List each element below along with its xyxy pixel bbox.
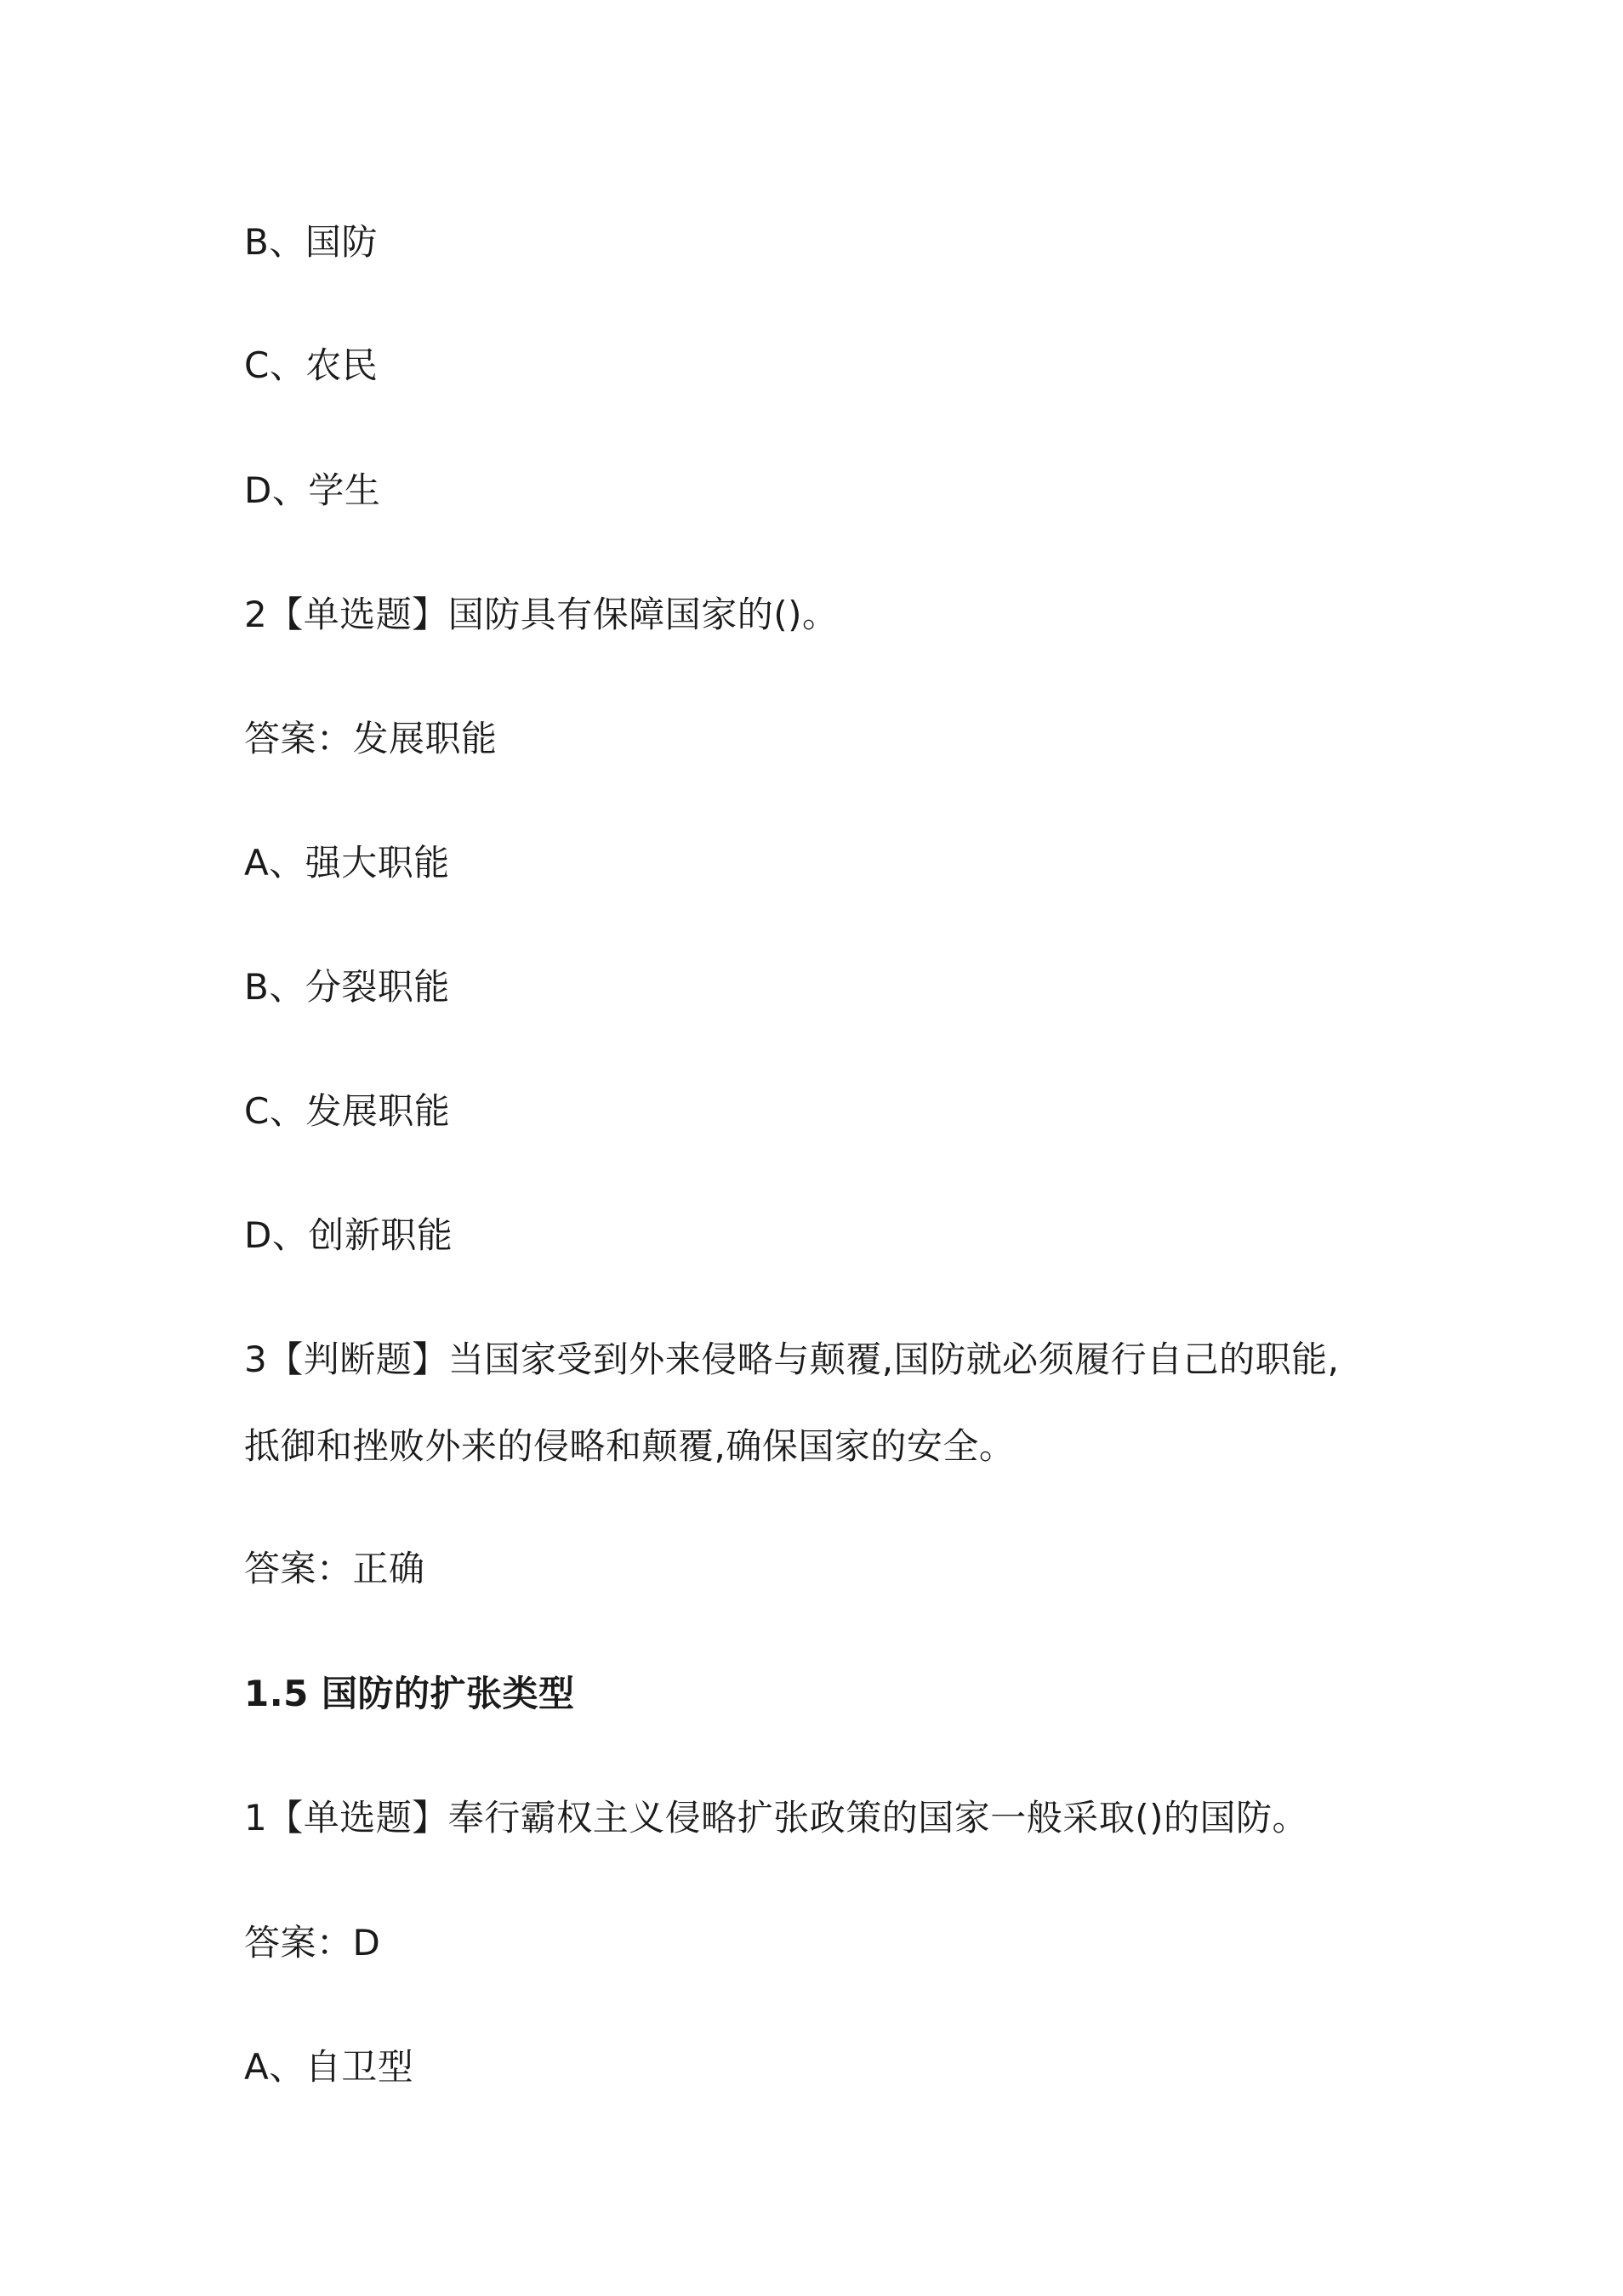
q2-option-c: C、发展职能 — [244, 1090, 451, 1132]
q2-option-d: D、创新职能 — [244, 1214, 453, 1256]
s15-q1-option-a: A、自卫型 — [244, 2046, 414, 2088]
q2-option-a: A、强大职能 — [244, 842, 450, 884]
q3-question-line1: 3【判断题】当国家受到外来侵略与颠覆,国防就必须履行自己的职能, — [244, 1338, 1340, 1380]
q1-option-d: D、学生 — [244, 469, 381, 511]
q2-question: 2【单选题】国防具有保障国家的()。 — [244, 594, 839, 635]
q2-option-b: B、分裂职能 — [244, 966, 450, 1008]
s15-q1-question: 1【单选题】奉行霸权主义侵略扩张政策的国家一般采取()的国防。 — [244, 1797, 1308, 1839]
s15-q1-answer: 答案：D — [244, 1922, 381, 1964]
q2-answer: 答案：发展职能 — [244, 718, 498, 759]
q1-option-c: C、农民 — [244, 344, 379, 386]
q3-question-line2: 抵御和挫败外来的侵略和颠覆,确保国家的安全。 — [244, 1425, 1016, 1467]
section-heading: 1.5 国防的扩张类型 — [244, 1673, 575, 1714]
q1-option-b: B、国防 — [244, 221, 378, 263]
q3-answer: 答案：正确 — [244, 1548, 425, 1589]
